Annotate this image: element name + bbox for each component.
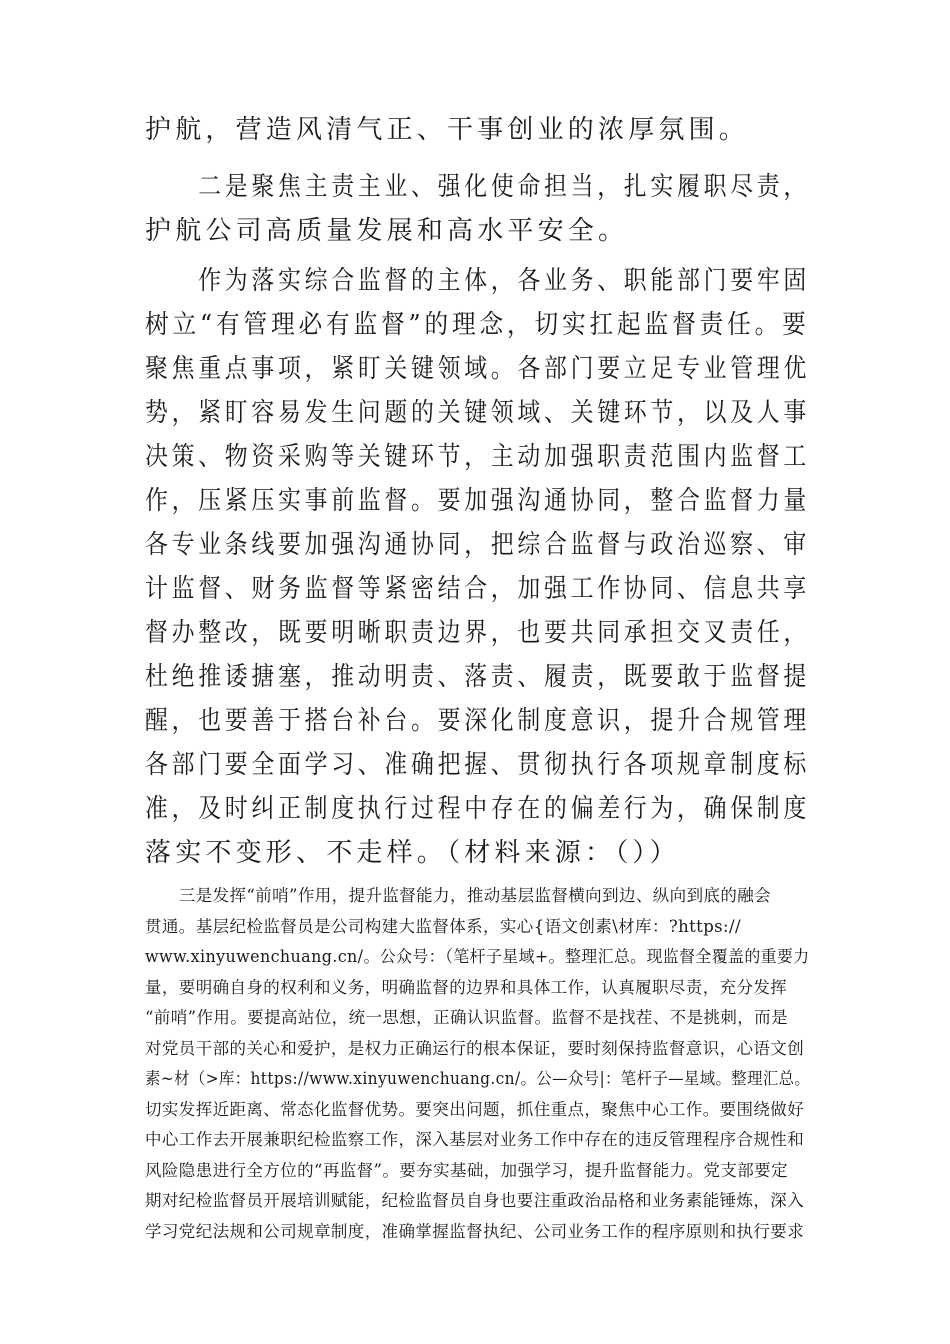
text-line: 切实发挥近距离、常态化监督优势。要突出问题，抓住重点，聚焦中心工作。要围绕做好: [145, 1099, 805, 1119]
text-line: 聚焦重点事项，紧盯关键领域。各部门要立足专业管理优: [145, 354, 811, 384]
text-line: 督办整改，既要明晰职责边界，也要共同承担交叉责任，: [145, 618, 811, 648]
text-line: 各专业条线要加强沟通协同，把综合监督与政治巡察、审: [145, 530, 811, 560]
text-line: www.xinyuwenchuang.cn/。公众号：（笔杆子星域+。整理汇总。现监督全覆盖的重要力: [145, 947, 810, 966]
text-line: 护航，营造风清气正、干事创业的浓厚氛围。: [145, 115, 750, 145]
text-line: 贯通。基层纪检监督员是公司构建大监督体系，实心{语文创素\材库：?https://: [145, 916, 741, 936]
text-line: 准，及时纠正制度执行过程中存在的偏差行为，确保制度: [145, 794, 811, 824]
text-line: 对党员干部的关心和爱护，是权力正确运行的根本保证，要时刻保持监督意识，心语文创: [145, 1038, 805, 1058]
text-line: 学习党纪法规和公司规章制度，准确掌握监督执纪、公司业务工作的程序原则和执行要求: [145, 1221, 805, 1241]
text-line: 杜绝推诿搪塞，推动明责、落责、履责，既要敢于监督提: [145, 662, 811, 692]
text-line: 落实不变形、不走样。（材料来源：（））: [145, 838, 680, 868]
text-line: 素~材（>库：https://www.xinyuwenchuang.cn/。公—众号|：笔杆子—星域。整理汇总。: [145, 1069, 811, 1088]
text-line: 作，压紧压实事前监督。要加强沟通协同，整合监督力量: [145, 486, 811, 516]
text-line: 风险隐患进行全方位的“再监督”。要夯实基础，加强学习，提升监督能力。党支部要定: [145, 1160, 788, 1180]
paragraph-point-two: [145, 165, 810, 253]
text-line: “前哨”作用。要提高站位，统一思想，正确认识监督。监督不是找茬、不是挑刺，而是: [145, 1008, 788, 1027]
text-line: 护航公司高质量发展和高水平安全。: [145, 216, 629, 246]
text-line: 计监督、财务监督等紧密结合，加强工作协同、信息共享: [145, 574, 811, 604]
text-line: 三是发挥“前哨”作用，提升监督能力，推动基层监督横向到边、纵向到底的融会: [145, 886, 772, 905]
text-line: 决策、物资采购等关键环节，主动加强职责范围内监督工: [145, 442, 811, 472]
text-line: 作为落实综合监督的主体，各业务、职能部门要牢固: [145, 266, 811, 296]
text-line: 二是聚焦主责主业、强化使命担当，扎实履职尽责，: [145, 172, 811, 202]
text-line: 量，要明确自身的权利和义务，明确监督的边界和具体工作，认真履职尽责，充分发挥: [145, 977, 788, 997]
paragraph-comprehensive-supervision: [145, 259, 810, 875]
text-line: 中心工作去开展兼职纪检监察工作，深入基层对业务工作中存在的违反管理程序合规性和: [145, 1130, 805, 1149]
text-line: 各部门要全面学习、准确把握、贯彻执行各项规章制度标: [145, 750, 811, 780]
paragraph-continuation: [145, 108, 810, 152]
text-line: 势，紧盯容易发生问题的关键领域、关键环节，以及人事: [145, 398, 811, 428]
paragraph-point-three: [145, 881, 810, 1247]
text-line: 醒，也要善于搭台补台。要深化制度意识，提升合规管理: [145, 706, 811, 736]
text-line: 期对纪检监督员开展培训赋能，纪检监督员自身也要注重政治品格和业务素能锤炼，深入: [145, 1191, 805, 1210]
text-line: 树立“有管理必有监督”的理念，切实扛起监督责任。要: [145, 310, 810, 340]
